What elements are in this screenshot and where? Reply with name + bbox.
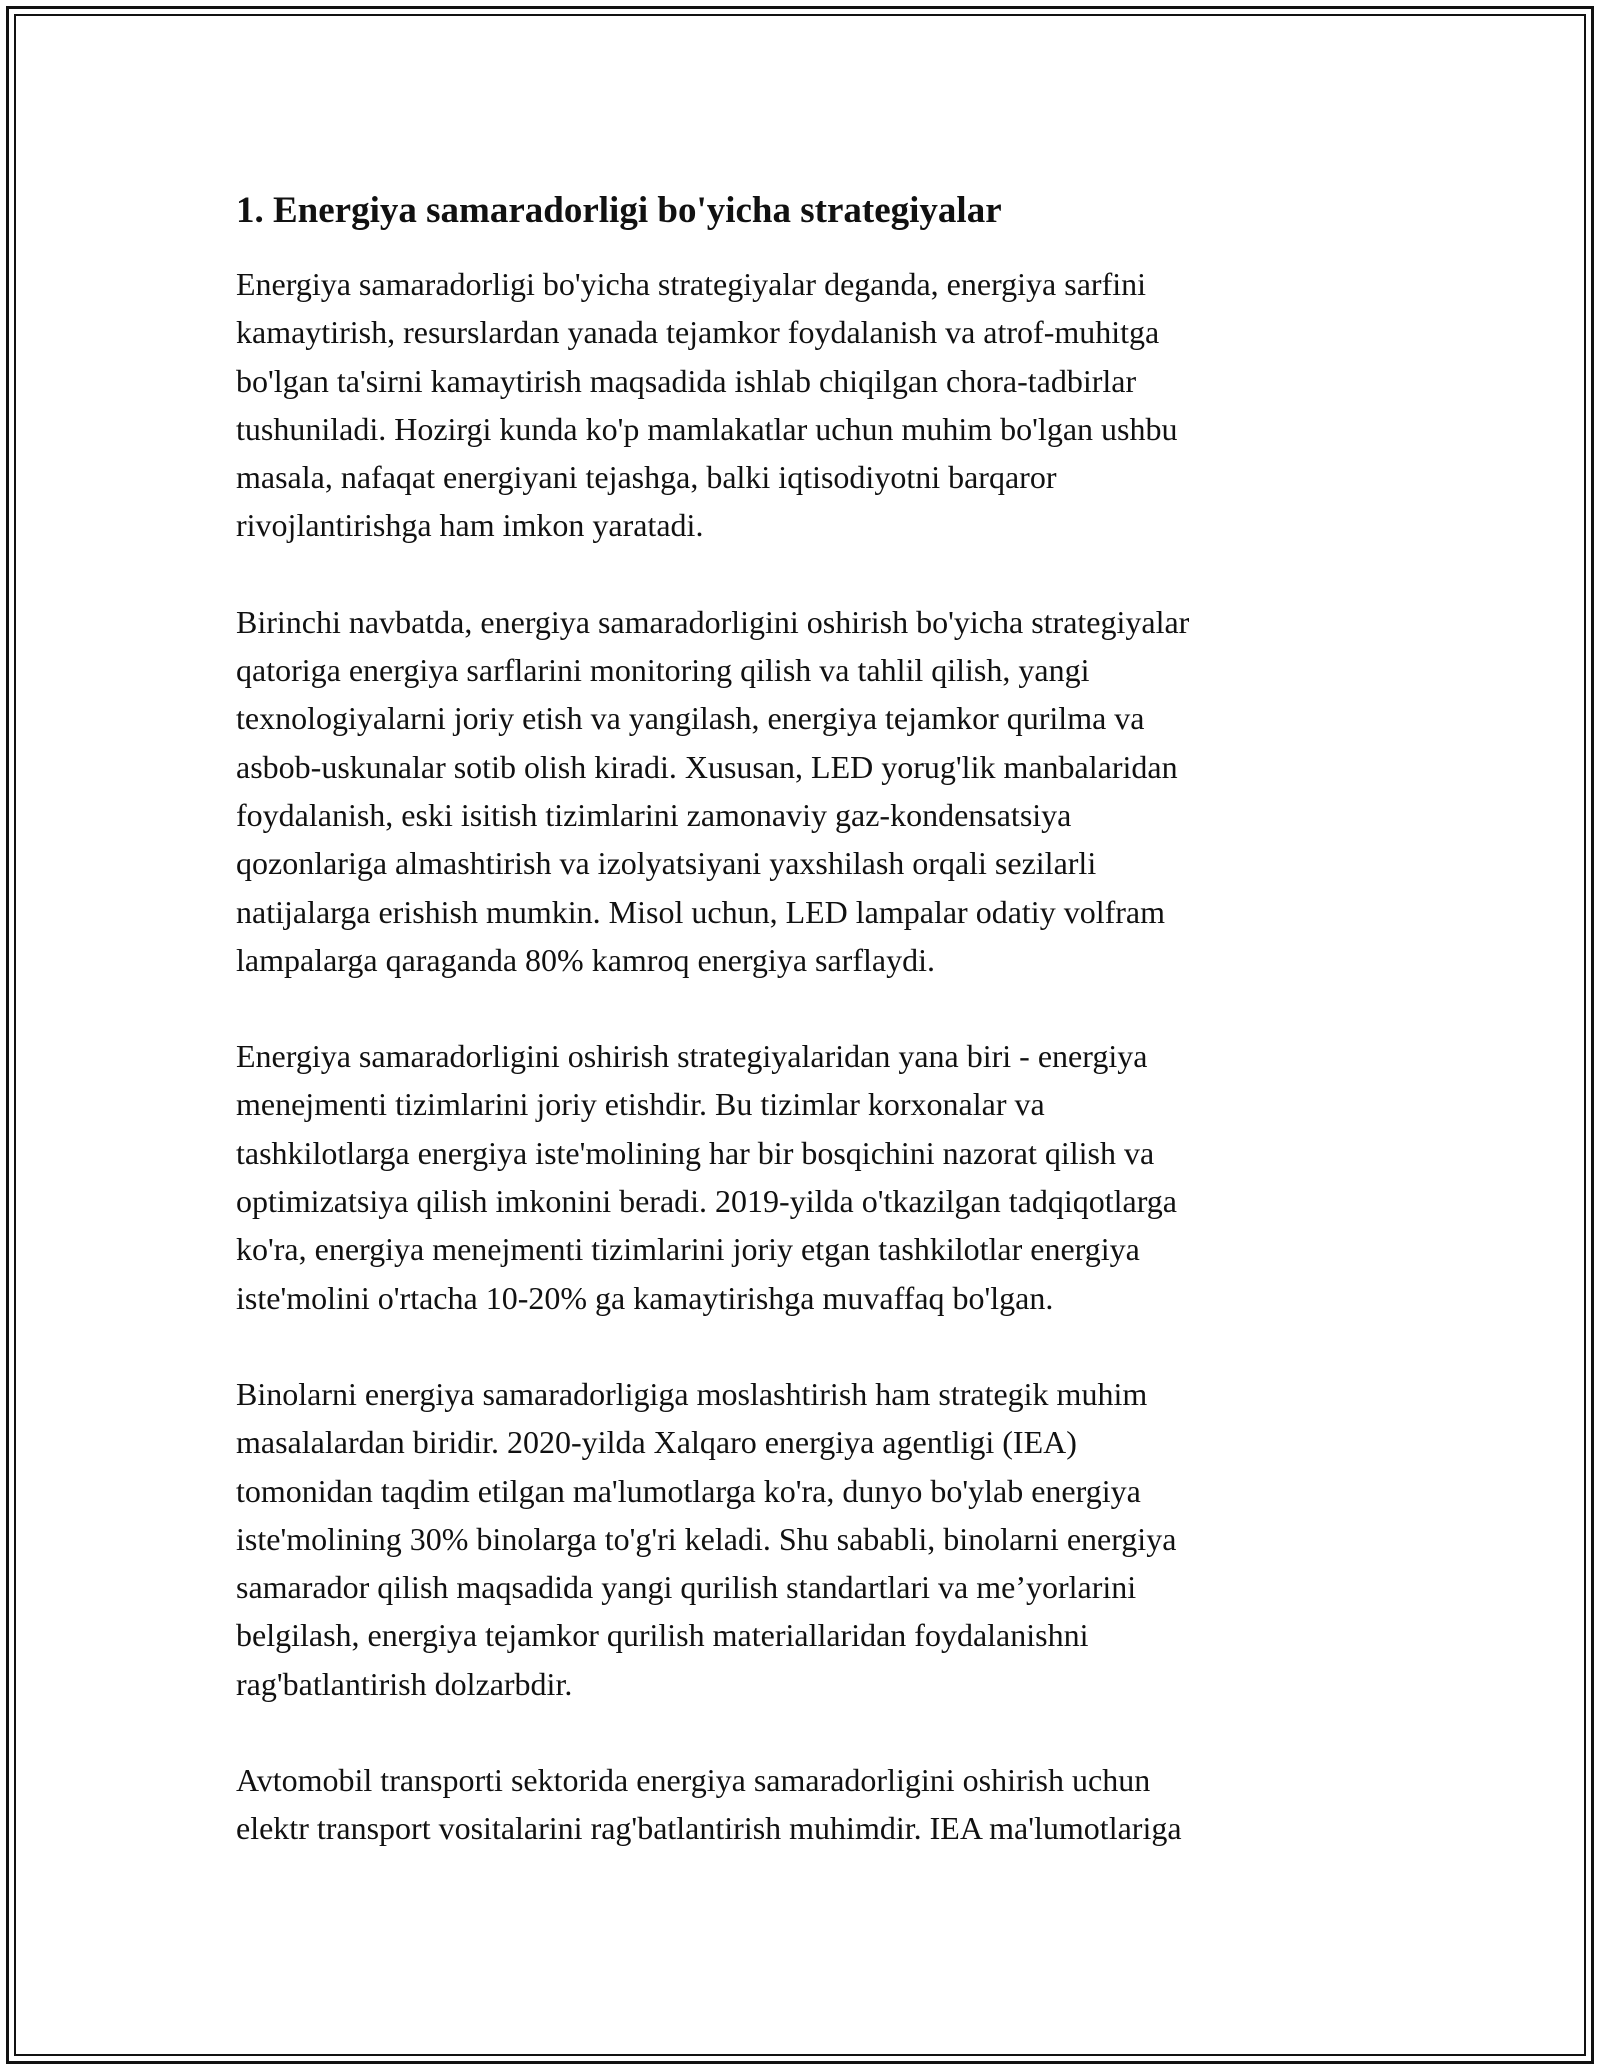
text-line: tashkilotlarga energiya iste'molining har bir bosqichini nazorat qilish va <box>236 1134 1155 1171</box>
text-line: Energiya samaradorligi bo'yicha strategiyalar deganda, energiya sarfini <box>236 266 1146 302</box>
paragraph-intro <box>236 260 1346 550</box>
text-line: Energiya samaradorligini oshirish strategiyalaridan yana biri - energiya <box>236 1038 1148 1075</box>
paragraph-energy-management <box>236 1032 1346 1322</box>
text-line: menejmenti tizimlarini joriy etishdir. Bu tizimlar korxonalar va <box>236 1086 1045 1123</box>
text-line: rivojlantirishga ham imkon yaratadi. <box>236 507 704 544</box>
text-line: qatoriga energiya sarflarini monitoring qilish va tahlil qilish, yangi <box>236 652 1090 689</box>
text-line: kamaytirish, resurslardan yanada tejamkor foydalanish va atrof-muhitga <box>236 314 1160 351</box>
text-line: tushuniladi. Hozirgi kunda ko'p mamlakatlar uchun muhim bo'lgan ushbu <box>236 410 1178 447</box>
text-line: Binolarni energiya samaradorligiga moslashtirish ham strategik muhim <box>236 1375 1148 1412</box>
text-line: iste'molini o'rtacha 10-20% ga kamaytirishga muvaffaq bo'lgan. <box>236 1279 1054 1316</box>
paragraph-monitoring <box>236 598 1346 984</box>
text-line: elektr transport vositalarini rag'batlantirish muhimdir. IEA ma'lumotlariga <box>236 1810 1182 1847</box>
text-line: asbob-uskunalar sotib olish kiradi. Xususan, LED yorug'lik manbalaridan <box>236 748 1178 785</box>
paragraph-transport <box>236 1756 1346 1853</box>
text-line: belgilash, energiya tejamkor qurilish materiallaridan foydalanishni <box>236 1617 1089 1654</box>
text-line: rag'batlantirish dolzarbdir. <box>236 1665 573 1702</box>
text-line: Avtomobil transporti sektorida energiya samaradorligini oshirish uchun <box>236 1762 1151 1799</box>
text-line: lampalarga qaraganda 80% kamroq energiya sarflaydi. <box>236 941 935 978</box>
paragraph-buildings <box>236 1370 1346 1708</box>
text-line: foydalanish, eski isitish tizimlarini zamonaviy gaz-kondensatsiya <box>236 796 1072 833</box>
text-line: masalalardan biridir. 2020-yilda Xalqaro energiya agentligi (IEA) <box>236 1424 1077 1461</box>
text-line: natijalarga erishish mumkin. Misol uchun, LED lampalar odatiy volfram <box>236 893 1165 930</box>
section-heading: 1. Energiya samaradorligi bo'yicha strategiyalar <box>236 190 1002 231</box>
text-line: masala, nafaqat energiyani tejashga, balki iqtisodiyotni barqaror <box>236 459 1057 496</box>
text-line: optimizatsiya qilish imkonini beradi. 2019-yilda o'tkazilgan tadqiqotlarga <box>236 1183 1177 1220</box>
text-line: tomonidan taqdim etilgan ma'lumotlarga ko'ra, dunyo bo'ylab energiya <box>236 1472 1141 1509</box>
text-line: Birinchi navbatda, energiya samaradorligini oshirish bo'yicha strategiyalar <box>236 603 1190 640</box>
document-body <box>236 186 1346 1853</box>
text-line: samarador qilish maqsadida yangi qurilish standartlari va me’yorlarini <box>236 1569 1137 1606</box>
text-line: iste'molining 30% binolarga to'g'ri keladi. Shu sababli, binolarni energiya <box>236 1520 1177 1557</box>
text-line: texnologiyalarni joriy etish va yangilash, energiya tejamkor qurilma va <box>236 700 1145 737</box>
text-line: qozonlariga almashtirish va izolyatsiyani yaxshilash orqali sezilarli <box>236 845 1097 882</box>
text-line: ko'ra, energiya menejmenti tizimlarini joriy etgan tashkilotlar energiya <box>236 1231 1140 1268</box>
text-line: bo'lgan ta'sirni kamaytirish maqsadida ishlab chiqilgan chora-tadbirlar <box>236 362 1137 399</box>
